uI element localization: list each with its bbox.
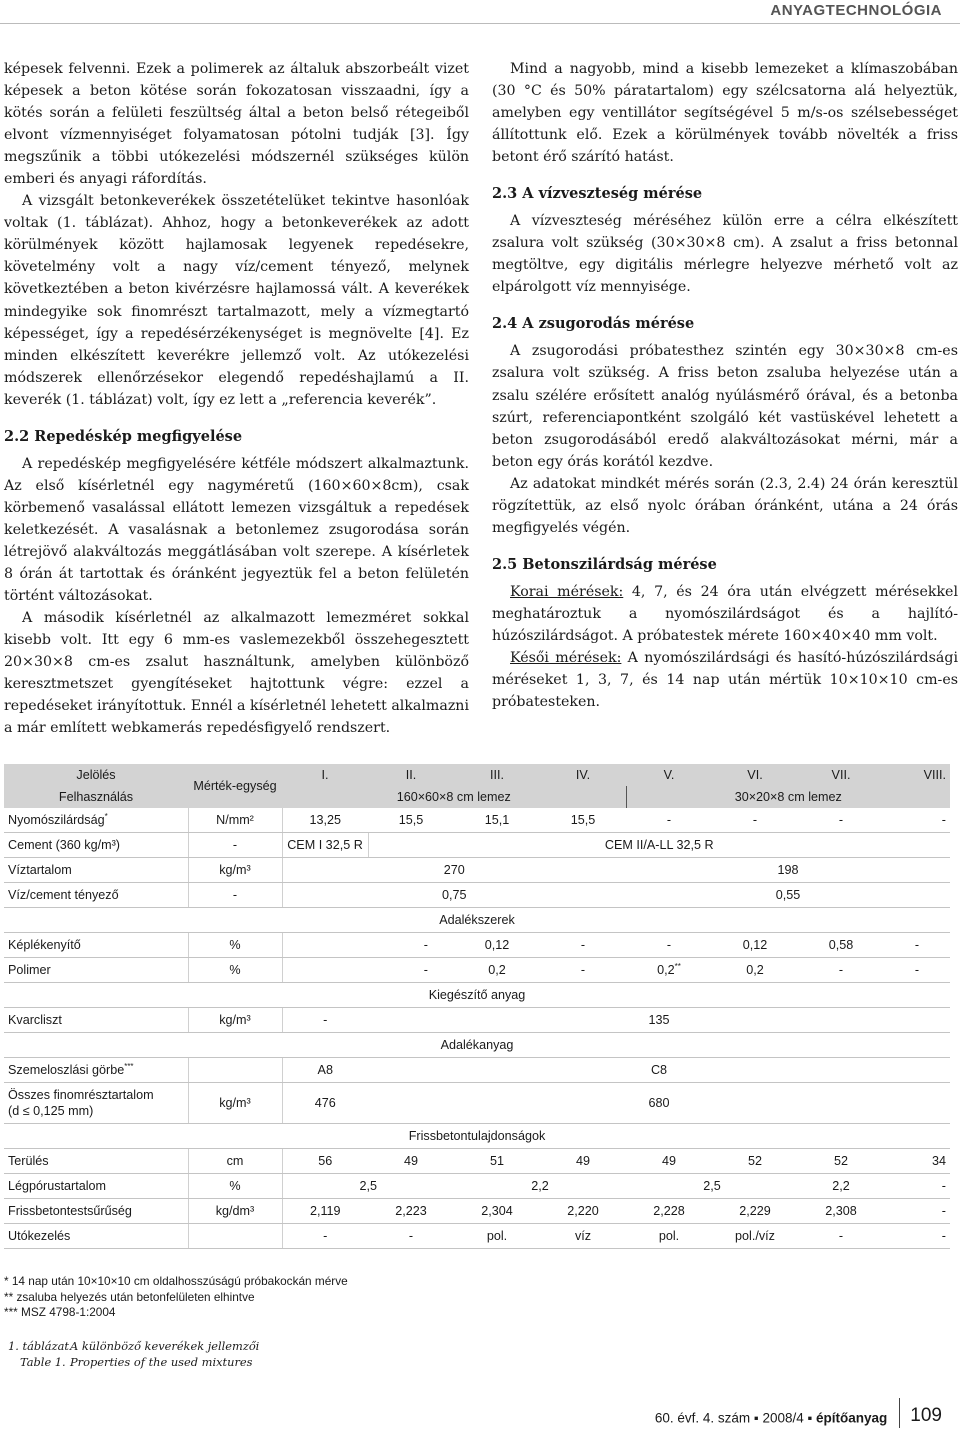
value-cell: pol. [626,1224,712,1249]
unit-cell: N/mm² [188,808,282,833]
value-cell: 49 [540,1149,626,1174]
table-header-unit: Mérték-egység [188,764,282,808]
journal-name: építőanyag [816,1410,888,1426]
table-header-mix: I. [282,764,368,786]
table-row [4,1224,950,1249]
value-cell: 0,12 [712,933,798,958]
value-cell: - [884,808,950,833]
unit-cell: kg/m³ [188,1083,282,1124]
value-cell: 2,5 [282,1174,454,1199]
issue-info: 60. évf. 4. szám ▪ 2008/4 ▪ [654,1410,817,1426]
unit-cell: kg/m³ [188,858,282,883]
value-cell: 2,223 [368,1199,454,1224]
value-cell: 0,58 [798,933,884,958]
row-label: Víz/cement tényező [4,883,188,908]
caption-text: Properties of the used mixtures [70,1355,253,1369]
value-cell: 56 [282,1149,368,1174]
value-cell: 2,119 [282,1199,368,1224]
row-label: Összes finomrésztartalom [8,1088,154,1102]
page-header [0,0,960,24]
value-cell: - [884,958,950,983]
table-row [4,883,950,908]
unit-cell: % [188,1174,282,1199]
row-label: Nyomószilárdság [8,813,105,827]
table-row [4,1174,950,1199]
value-cell: - [798,958,884,983]
mixture-table [4,764,950,1249]
table-header-mix: VII. [798,764,884,786]
row-label: Frissbetontestsűrűség [4,1199,188,1224]
footnote-mark: * [104,811,108,821]
table-header-mix: III. [454,764,540,786]
late-tests-label: Késői mérések: [510,649,622,666]
value-cell: 270 [282,858,626,883]
table-row [4,1058,950,1083]
table-row [4,958,950,983]
row-label: Kvarcliszt [4,1008,188,1033]
unit-cell: cm [188,1149,282,1174]
value-cell: - [282,1224,368,1249]
unit-cell [188,1224,282,1249]
table-row [4,1199,950,1224]
paragraph: A vízveszteség méréséhez külön erre a célra elkészített zsalura volt szükség (30×30×8 cm). A zsalut a friss betonnal megtöltve, egy digitális mérlegre helyezve mérhető volt az elpárolgott víz mennyisége. [492,213,958,296]
value-cell: 15,5 [368,808,454,833]
early-tests-text: 4, 7, és 24 óra után elvégzett mérésekkel meghatároztuk a nyomószilárdságot és a hajlító-húzószilárdságot. A próbatestek mérete 160×40×40 mm volt. [492,583,958,644]
section-title: ANYAGTECHNOLÓGIA [770,2,942,19]
section-heading: 2.5 Betonszilárdság mérése [492,555,717,573]
paragraph: Az adatokat mindkét mérés során (2.3, 2.4) 24 órán keresztül rögzítettük, az első nyolc órában óránként, utána a 24 órás megfigyelés végén. [492,475,958,536]
value-cell: 0,12 [454,933,540,958]
table-caption [8,1338,259,1370]
footnote-mark: ** [674,961,681,971]
value-cell: 476 [282,1083,368,1124]
paragraph [492,581,958,647]
footnote-mark: *** [124,1061,134,1071]
value-cell: 0,75 [282,883,626,908]
table-row [4,833,950,858]
table-row [4,808,950,833]
value-cell: 0,2 [454,958,540,983]
value-cell: - [884,1224,950,1249]
section-label: Frissbetontulajdonságok [4,1124,950,1149]
footer-divider [899,1398,900,1428]
value-cell: - [282,958,454,983]
row-label: Képlékenyítő [4,933,188,958]
table-header-label: Jelölés [4,764,188,786]
row-label: Szemeloszlási görbe [8,1063,125,1077]
section-heading: 2.4 A zsugorodás mérése [492,315,695,333]
table-header-mix: II. [368,764,454,786]
value-cell: 0,55 [626,883,950,908]
value-cell: 2,228 [626,1199,712,1224]
value-cell: - [798,808,884,833]
page-number: 109 [910,1405,942,1426]
row-label: Víztartalom [4,858,188,883]
paragraph [492,647,958,713]
value-cell: - [884,1199,950,1224]
plate-small-header: 30×20×8 cm lemez [626,786,950,808]
table-section-row [4,1124,950,1149]
value-cell: 13,25 [282,808,368,833]
section-label: Kiegészítő anyag [4,983,950,1008]
value-cell: - [540,933,626,958]
row-label: Cement (360 kg/m³) [4,833,188,858]
value-cell: 135 [368,1008,950,1033]
value-cell: - [282,933,454,958]
table-section-row [4,983,950,1008]
value-cell: 52 [798,1149,884,1174]
value-cell: 51 [454,1149,540,1174]
value-cell: 2,220 [540,1199,626,1224]
value-cell: 2,2 [454,1174,626,1199]
table-row [4,1008,950,1033]
row-label: Utókezelés [4,1224,188,1249]
value-cell: 15,5 [540,808,626,833]
table-row [4,1083,950,1124]
value-cell: 2,229 [712,1199,798,1224]
value-cell: 2,2 [798,1174,884,1199]
paragraph: A második kísérletnél az alkalmazott lemezméret sokkal kisebb volt. Itt egy 6 mm-es vaslemezekből összehegesztett 20×30×8 cm-es zsalut használtunk, amelyben különböző keresztmetszet gyengítéseket hajtottunk végre: ezzel a repedéseket irányítottuk. Ennél a kísérletnél lehetett alkalmazni a már említett webkamerás repedésfigyelő rendszert. [4,610,469,737]
value-cell: 198 [626,858,950,883]
value-cell: 52 [712,1149,798,1174]
row-label: Légpórustartalom [4,1174,188,1199]
table-header-mix: V. [626,764,712,786]
value-cell: pol. [454,1224,540,1249]
table-header-mix: VIII. [884,764,950,786]
value-cell: 2,308 [798,1199,884,1224]
section-heading: 2.2 Repedéskép megfigyelése [4,427,243,445]
value-cell: 2,5 [626,1174,798,1199]
value-cell: CEM II/A-LL 32,5 R [368,833,950,858]
unit-cell: - [188,833,282,858]
footnote: *** MSZ 4798-1:2004 [4,1305,116,1319]
caption-label: 1. táblázat [8,1339,69,1353]
section-label: Adalékszerek [4,908,950,933]
value-cell: A8 [282,1058,368,1083]
value-cell: 0,2 [657,963,675,977]
value-cell: - [712,808,798,833]
left-column [4,58,469,739]
section-heading: 2.3 A vízveszteség mérése [492,185,703,203]
unit-cell: % [188,933,282,958]
value-cell: 49 [626,1149,712,1174]
unit-cell [188,1058,282,1083]
table-header-label: Felhasználás [4,786,188,808]
value-cell: - [884,1174,950,1199]
footnote: * 14 nap után 10×10×10 cm oldalhosszúságú próbakockán mérve [4,1274,348,1288]
paragraph: Mind a nagyobb, mind a kisebb lemezeket a klímaszobában (30 °C és 50% páratartalom) egy szélcsatorna alá helyeztük, amelyben egy ventillátor segítségével 5 m/s-os szélsebességet állítottunk elő. Ezek a körülmények tovább növelték a friss betont érő szárító hatást. [492,61,958,166]
caption-text: A különböző keverékek jellemzői [70,1339,260,1353]
table-row [4,858,950,883]
early-tests-label: Korai mérések: [510,583,624,600]
value-cell: - [368,1224,454,1249]
section-label: Adalékanyag [4,1033,950,1058]
table-row [4,933,950,958]
table-section-row [4,1033,950,1058]
right-column [492,58,958,713]
row-label: Polimer [4,958,188,983]
value-cell: C8 [368,1058,950,1083]
value-cell: 2,304 [454,1199,540,1224]
unit-cell: kg/dm³ [188,1199,282,1224]
value-cell: 49 [368,1149,454,1174]
value-cell: - [884,933,950,958]
value-cell: CEM I 32,5 R [282,833,368,858]
row-label: Terülés [4,1149,188,1174]
paragraph: képesek felvenni. Ezek a polimerek az általuk abszorbeált vizet képesek a beton kötése során fokozatosan visszaadni, így a kötés során a felületi feszültség által a beton belső rétegeiből elvont vízmennyiséget folyamatosan pótolni tudják [3]. Így megszűnik a többi utókezelési módszernél szükséges külön emberi és anyagi ráfordítás. [4,61,469,188]
unit-cell: kg/m³ [188,1008,282,1033]
plate-large-header: 160×60×8 cm lemez [282,786,626,808]
value-cell: - [626,933,712,958]
value-cell: - [798,1224,884,1249]
unit-cell: - [188,883,282,908]
value-cell: pol./víz [712,1224,798,1249]
unit-cell: % [188,958,282,983]
table-footnotes [4,1274,348,1321]
paragraph: A vizsgált betonkeverékek összetételüket tekintve hasonlóak voltak (1. táblázat). Ahhoz, hogy a betonkeverékek az adott körülmények között hajlamosak legyenek repedésekre, követelmény volt a nagy víz/cement tényező, melynek következtében a beton kivérzésre hajlamossá vált. A keverékek mindegyike sok finomrészt tartalmazott, mely a vízmegtartó képességet, így a repedésérzékenységet is megnövelte [4]. Ez minden elkészített keverékre jellemző volt. Az utókezelési módszerek ellenőrzésekor elegendő repedéshajlamú a II. keverék (1. táblázat) volt, így ez lett a „referencia keverék”. [4,193,469,408]
late-tests-text: A nyomószilárdsági és hasító-húzószilárdsági méréseket 1, 3, 7, és 14 nap után mértük 10×10×10 cm-es próbatesteken. [492,649,958,711]
value-cell: 0,2 [712,958,798,983]
value-cell: 34 [884,1149,950,1174]
value-cell: 680 [368,1083,950,1124]
table-section-row [4,908,950,933]
footnote: ** zsaluba helyezés után betonfelületen elhintve [4,1289,255,1304]
caption-label: Table 1. [20,1355,66,1369]
table-header-mix: IV. [540,764,626,786]
paragraph: A zsugorodási próbatesthez szintén egy 30×30×8 cm-es zsalura volt szükség. A friss beton zsaluba helyezése után a zsalu szélére erősített analóg nyúlásmérő órával, és a betonba szúrt, referenciapontként szolgáló két vastüskével lehetett a beton zsugorodásából eredő alakváltozásokat mérni, már a beton egy órás korától kezdve. [492,343,958,470]
table-row [4,1149,950,1174]
paragraph: A repedéskép megfigyelésére kétféle módszert alkalmaztunk. Az első kísérletnél egy nagyméretű (160×60×8cm), csak körbemenő vasalással ellátott lemezen vizsgáltuk a repedések keletkezését. A vasalásnak a betonlemez zsugorodása során létrejövő alakváltozás meggátlásában volt szerepe. A kísérletek 8 órán át tartottak és óránként jegyeztük fel a beton felületén történt változásokat. [4,455,469,605]
row-label: (d ≤ 0,125 mm) [8,1104,94,1118]
value-cell: 15,1 [454,808,540,833]
value-cell: - [626,808,712,833]
value-cell: víz [540,1224,626,1249]
value-cell: - [282,1008,368,1033]
page-footer [655,1404,942,1434]
header-rule [0,23,960,24]
table-header-mix: VI. [712,764,798,786]
value-cell: - [540,958,626,983]
